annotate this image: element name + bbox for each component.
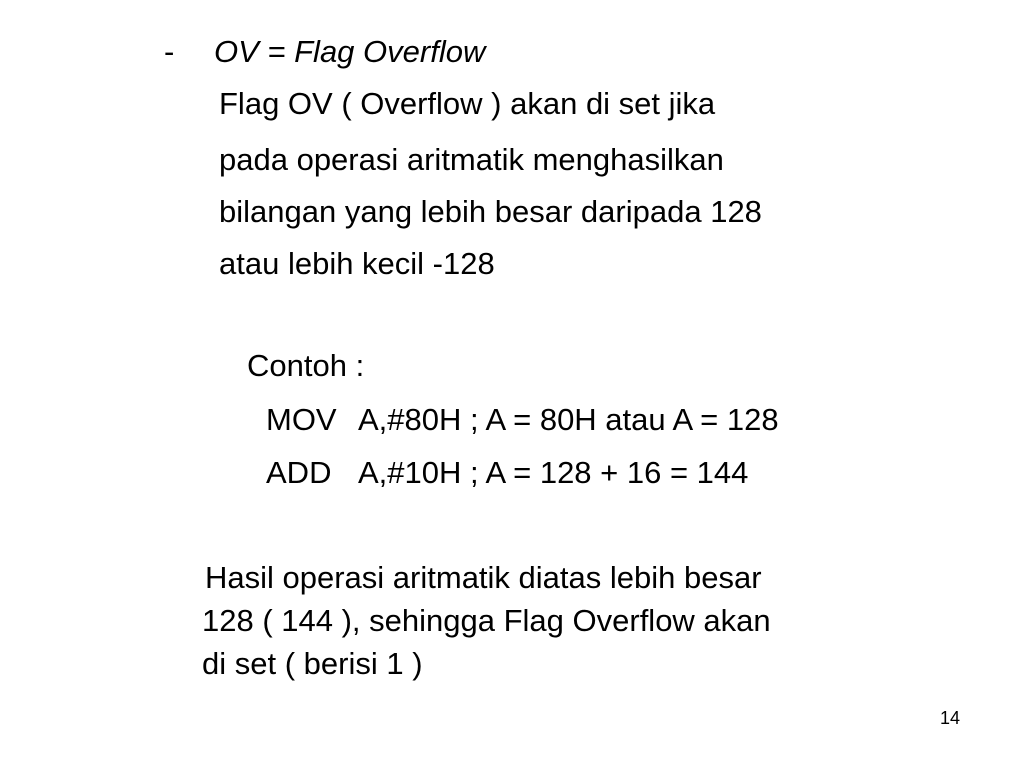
conclusion-line-1: Hasil operasi aritmatik diatas lebih besar bbox=[205, 560, 762, 595]
code-line bbox=[266, 455, 748, 491]
section-heading: OV = Flag Overflow bbox=[214, 34, 486, 69]
instruction-mnemonic: ADD bbox=[266, 455, 332, 490]
description-line-2: pada operasi aritmatik menghasilkan bbox=[219, 142, 724, 177]
instruction-mnemonic: MOV bbox=[266, 402, 337, 437]
code-line bbox=[266, 402, 779, 438]
bullet-dash: - bbox=[164, 34, 175, 69]
page-number: 14 bbox=[940, 708, 961, 728]
description-line-4: atau lebih kecil -128 bbox=[219, 246, 495, 281]
description-line-1: Flag OV ( Overflow ) akan di set jika bbox=[219, 86, 716, 121]
conclusion-line-2: 128 ( 144 ), sehingga Flag Overflow akan bbox=[202, 603, 771, 638]
instruction-operands: A,#80H ; A = 80H atau A = 128 bbox=[358, 402, 779, 437]
description-line-3: bilangan yang lebih besar daripada 128 bbox=[219, 194, 762, 229]
conclusion-line-3: di set ( berisi 1 ) bbox=[202, 646, 423, 681]
example-label: Contoh : bbox=[247, 348, 365, 383]
instruction-operands: A,#10H ; A = 128 + 16 = 144 bbox=[358, 455, 749, 490]
